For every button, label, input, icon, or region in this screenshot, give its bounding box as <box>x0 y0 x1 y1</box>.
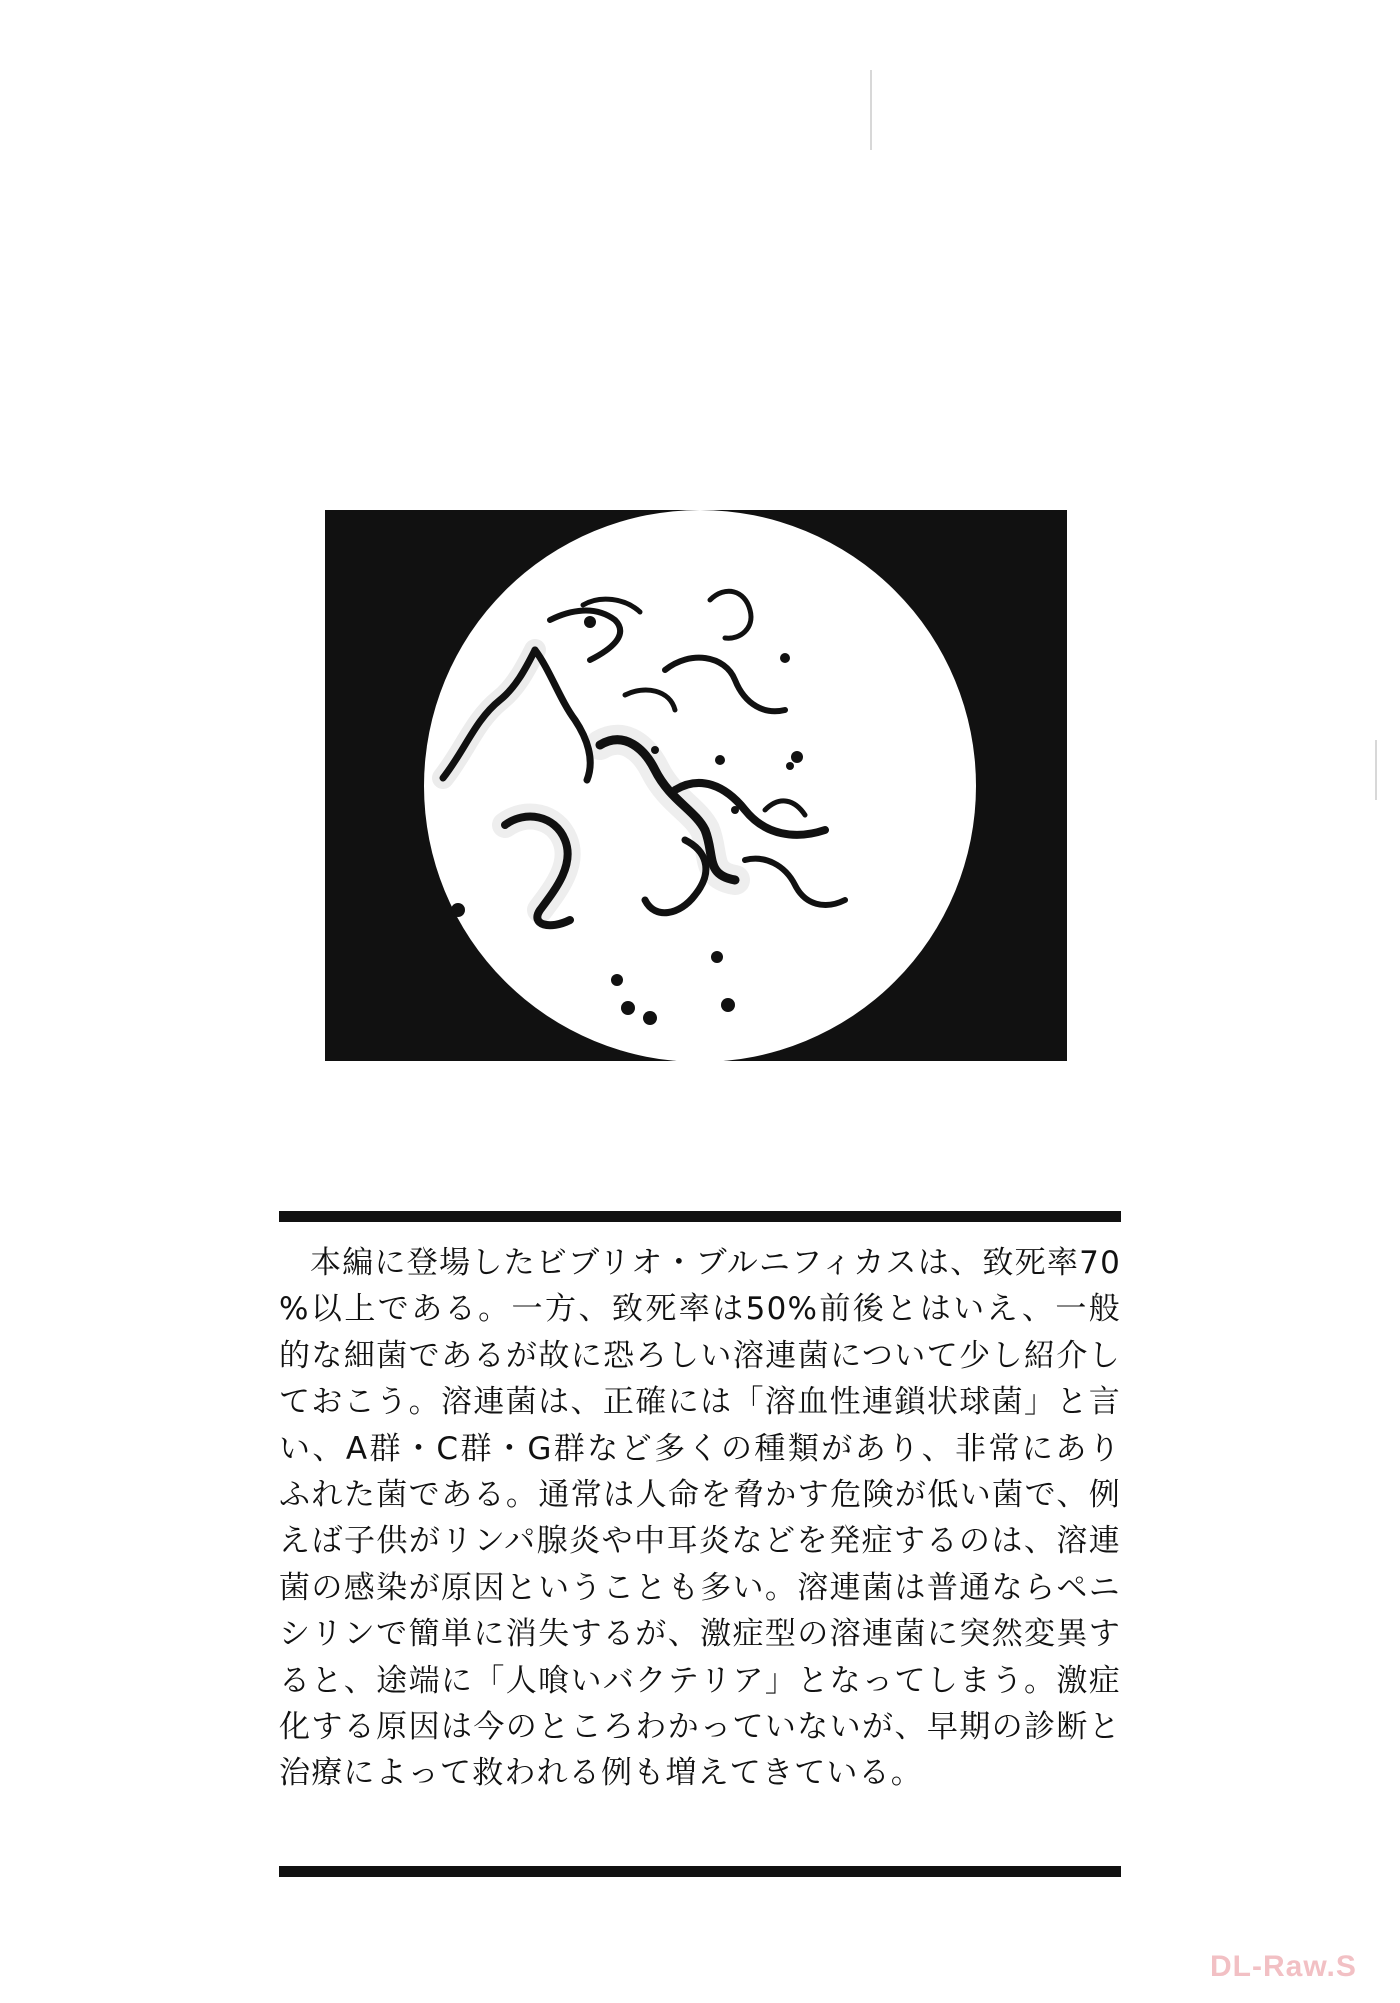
column-text: 本編に登場したビブリオ・ブルニフィカスは、致死率70%以上である。一方、致死率は50%前後とはいえ、一般的な細菌であるが故に恐ろしい溶連菌について少し紹介しておこう。溶連菌は、正確には「溶血性連鎖状球菌」と言い、A群・C群・G群など多くの種類があり、非常にありふれた菌である。通常は人命を脅かす危険が低い菌で、例えば子供がリンパ腺炎や中耳炎などを発症するのは、溶連菌の感染が原因ということも多い。溶連菌は普通ならペニシリンで簡単に消失するが、激症型の溶連菌に突然変異すると、途端に「人喰いバクテリア」となってしまう。激症化する原因は今のところわかっていないが、早期の診断と治療によって救われる例も増えてきている。 <box>279 1245 1121 1792</box>
microscope-figure <box>325 510 1067 1061</box>
top-rule <box>279 1211 1121 1222</box>
watermark: DL-Raw.S <box>1210 1950 1357 1983</box>
scan-edge-mark <box>1375 740 1377 800</box>
bottom-rule <box>279 1866 1121 1877</box>
bacteria-illustration <box>325 510 1067 1061</box>
scan-edge-mark <box>870 70 872 150</box>
column-box <box>279 1240 1121 1850</box>
